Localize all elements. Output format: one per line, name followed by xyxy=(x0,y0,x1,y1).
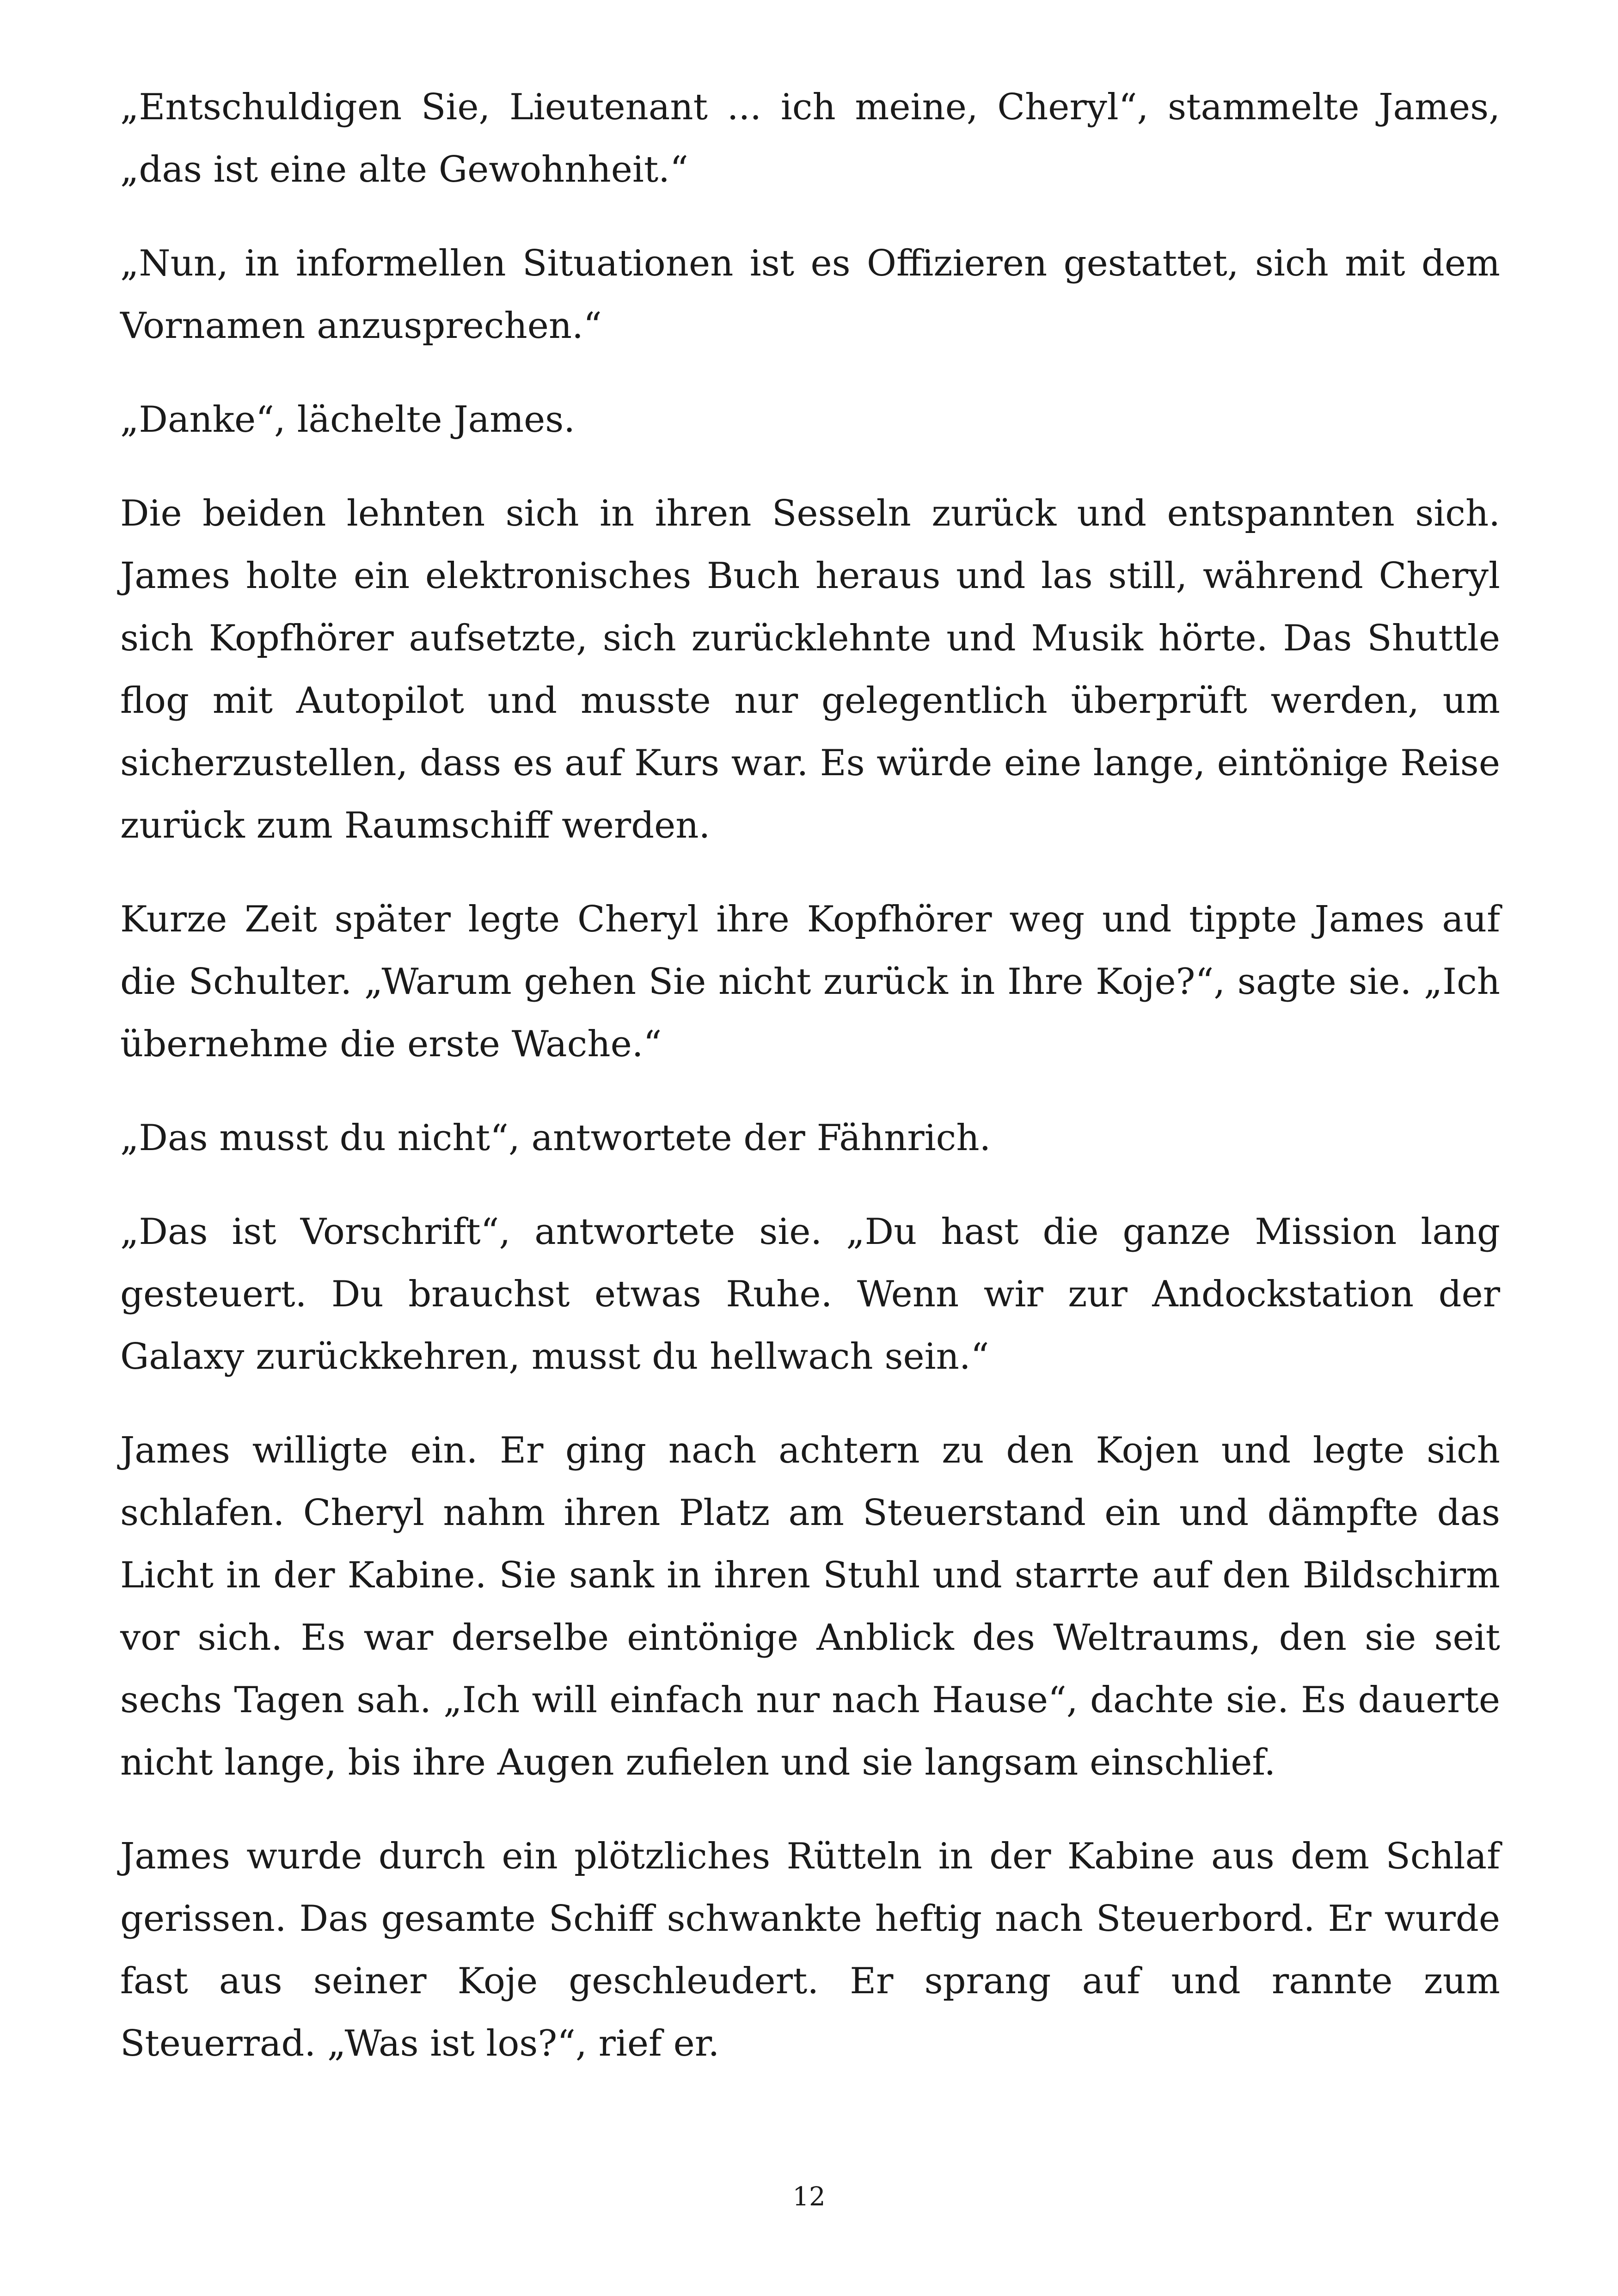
paragraph: Die beiden lehnten sich in ihren Sesseln zurück und entspannten sich. James holte ein elektronisches Buch heraus und las still, während Cheryl sich Kopfhörer aufsetzte, sich zurücklehnte und Musik hörte. Das Shuttle flog mit Autopilot und musste nur gelegentlich überprüft werden, um sicherzustellen, dass es auf Kurs war. Es würde eine lange, eintönige Reise zurück zum Raumschiff werden. xyxy=(120,493,1500,846)
paragraph: Kurze Zeit später legte Cheryl ihre Kopfhörer weg und tippte James auf die Schulter. „Warum gehen Sie nicht zurück in Ihre Koje?“, sagte sie. „Ich übernehme die erste Wache.“ xyxy=(120,899,1500,1065)
paragraph: „Nun, in informellen Situationen ist es Offizieren gestattet, sich mit dem Vornamen anzusprechen.“ xyxy=(120,243,1500,347)
body-text xyxy=(120,76,1500,2106)
paragraph: „Das ist Vorschrift“, antwortete sie. „Du hast die ganze Mission lang gesteuert. Du brauchst etwas Ruhe. Wenn wir zur Andockstation der Galaxy zurückkehren, musst du hellwach sein.“ xyxy=(120,1211,1500,1378)
paragraph: „Danke“, lächelte James. xyxy=(120,399,576,441)
paragraph: James willigte ein. Er ging nach achtern zu den Kojen und legte sich schlafen. Cheryl nahm ihren Platz am Steuerstand ein und dämpfte das Licht in der Kabine. Sie sank in ihren Stuhl und starrte auf den Bildschirm vor sich. Es war derselbe eintönige Anblick des Weltraums, den sie seit sechs Tagen sah. „Ich will einfach nur nach Hause“, dachte sie. Es dauerte nicht lange, bis ihre Augen zufielen und sie langsam einschlief. xyxy=(120,1430,1500,1783)
paragraph: „Entschuldigen Sie, Lieutenant ... ich meine, Cheryl“, stammelte James, „das ist eine alte Gewohnheit.“ xyxy=(120,86,1500,190)
paragraph: „Das musst du nicht“, antwortete der Fähnrich. xyxy=(120,1117,991,1159)
page-number: 12 xyxy=(792,2182,826,2212)
paragraph: James wurde durch ein plötzliches Rütteln in der Kabine aus dem Schlaf gerissen. Das gesamte Schiff schwankte heftig nach Steuerbord. Er wurde fast aus seiner Koje geschleudert. Er sprang auf und rannte zum Steuerrad. „Was ist los?“, rief er. xyxy=(120,1836,1500,2064)
